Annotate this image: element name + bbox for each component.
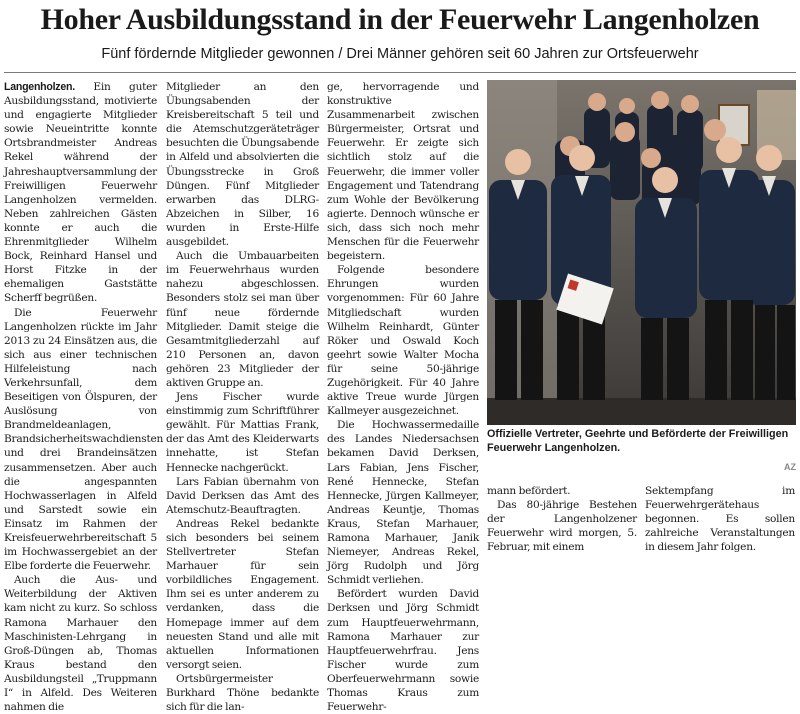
article-column-4	[487, 484, 637, 554]
article-paragraph: Befördert wurden David Derksen und Jörg Schmidt zum Hauptfeuerwehrmann, Ramona Marhauer zur Hauptfeuerwehrfrau. Jens Fischer wurde zum Oberfeuerwehrmann sowie Thomas Kraus zum Feuerwehr-	[327, 588, 479, 714]
article-subheadline: Fünf fördernde Mitglieder gewonnen / Drei Männer gehören seit 60 Jahren zur Ortsfeuerwehr	[101, 46, 699, 62]
article-headline: Hoher Ausbildungsstand in der Feuerwehr Langenholzen	[40, 3, 760, 36]
article-paragraph: Die Hochwassermedaille des Landes Niedersachsen bekamen David Derksen, Lars Fabian, Jens Fischer, René Hennecke, Stefan Hennecke, Jürgen Kallmeyer, Andreas Keuntje, Thomas Kraus, Stefan Marhauer, Ramona Marhauer, Janik Niemeyer, Andreas Rekel, Jörg Rudolph und Jörg Schmidt verliehen.	[327, 419, 479, 587]
article-paragraph: Mitglieder an den Übungsabenden der Kreisbereitschaft 5 teil und die Atemschutzgeräteträger besuchten die Übungsabende in Alfeld und absolvierten die Übungsstrecke in Groß Düngen. Fünf Mitglieder erwarben das DLRG-Abzeichen in Silber, 16 wurden in Erste-Hilfe ausgebildet.	[166, 81, 319, 249]
article-paragraph: Andreas Rekel bedankte sich besonders bei seinem Stellvertreter Stefan Marhauer für sein vorbildliches Engagement. Ihm sei es unter anderem zu verdanken, dass die Homepage immer auf dem neuesten Stand und alle mit aktuellen Informationen versorgt seien.	[166, 517, 319, 671]
article-paragraph: Die Feuerwehr Langenholzen rückte im Jahr 2013 zu 24 Einsätzen aus, die sich aus einer technischen Hilfeleistung nach Verkehrsunfall, dem Beseitigen von Ölspuren, der Auslösung von Brandmeldeanlagen, Brandsicherheitswachdiensten und drei Brandeinsätzen zusammensetzen. Aber auch die angespannten Hochwasserlagen in Alfeld und Sarstedt sowie ein Einsatz im Rahmen der Kreisfeuerwehrbereitschaft 5 im Hochwassergebiet an der Elbe forderte die Feuerwehr.	[4, 306, 164, 573]
article-paragraph: mann befördert.	[487, 485, 571, 497]
headline-divider	[4, 72, 796, 73]
photo-caption: Offizielle Vertreter, Geehrte und Beförderte der Freiwilligen Feuerwehr Langenholzen.	[487, 428, 789, 454]
article-paragraph: Auch die Umbauarbeiten im Feuerwehrhaus wurden nahezu abgeschlossen. Besonders stolz sei man über fünf neue fördernde Mitglieder. Damit steige die Gesamtmitgliederzahl auf 210 Personen an, davon gehören 23 Mitglieder der aktiven Gruppe an.	[166, 250, 319, 389]
article-paragraph: ge, hervorragende und konstruktive Zusammenarbeit zwischen Bürgermeister, Ortsrat und Feuerwehr. Er zeigte sich sichtlich stolz auf die Feuerwehr, die immer voller Engagement und Tatendrang zum Wohle der Bevölkerung agierte. Dennoch wünsche er sich, dass sich noch mehr Menschen für die Feuerwehr begeistern.	[327, 81, 479, 263]
article-column-3	[327, 80, 479, 714]
article-paragraph: Ortsbürgermeister Burkhard Thöne bedankte sich für die lan-	[166, 672, 319, 714]
article-column-1	[4, 80, 164, 714]
article-paragraph: Langenholzen. Ein guter Ausbildungsstand, motivierte und engagierte Mitglieder sowie Neueintritte konnte Ortsbrandmeister Andreas Rekel während der Jahreshauptversammlung der Freiwilligen Feuerwehr Langenholzen vermelden. Neben zahlreichen Gästen konnte er auch die Ehrenmitglieder Wilhelm Bock, Reinhard Hansel und Horst Fitzke in der ehemaligen Gaststätte Scherff begrüßen.	[4, 81, 157, 305]
article-column-5	[645, 484, 795, 554]
dateline: Langenholzen.	[4, 81, 75, 93]
article-paragraph: Jens Fischer wurde einstimmig zum Schriftführer gewählt. Für Mattias Frank, der das Amt des Kleiderwarts innehatte, ist Stefan Hennecke nachgerückt.	[166, 391, 319, 474]
article-paragraph: Das 80-jährige Bestehen der Langenholzener Feuerwehr wird morgen, 5. Februar, mit einem	[487, 499, 637, 554]
article-column-2	[166, 80, 319, 714]
group-photo-illustration	[487, 80, 796, 425]
article-paragraph: Auch die Aus- und Weiterbildung der Aktiven kam nicht zu kurz. So schloss Ramona Marhauer den Maschinisten-Lehrgang in Groß-Düngen ab, Thomas Kraus bestand den Ausbildungsteil „Truppmann I“ in Alfeld. Des Weiteren nahmen die	[4, 574, 157, 714]
article-paragraph: Folgende besondere Ehrungen wurden vorgenommen: Für 60 Jahre Mitgliedschaft wurden Wilhelm Reinhardt, Günter Röker und Oswald Koch geehrt sowie Walter Mocha für seine 50-jährige Zugehörigkeit. Für 40 Jahre aktive Treue wurde Jürgen Kallmeyer ausgezeichnet.	[327, 264, 479, 418]
article-paragraph: Sektempfang im Feuerwehrgerätehaus begonnen. Es sollen zahlreiche Veranstaltungen in diesem Jahr folgen.	[645, 485, 795, 554]
group-photo	[487, 80, 796, 425]
article-paragraph: Lars Fabian übernahm von David Derksen das Amt des Atemschutz-Beauftragten.	[166, 475, 319, 516]
photo-credit: AZ	[784, 462, 796, 472]
